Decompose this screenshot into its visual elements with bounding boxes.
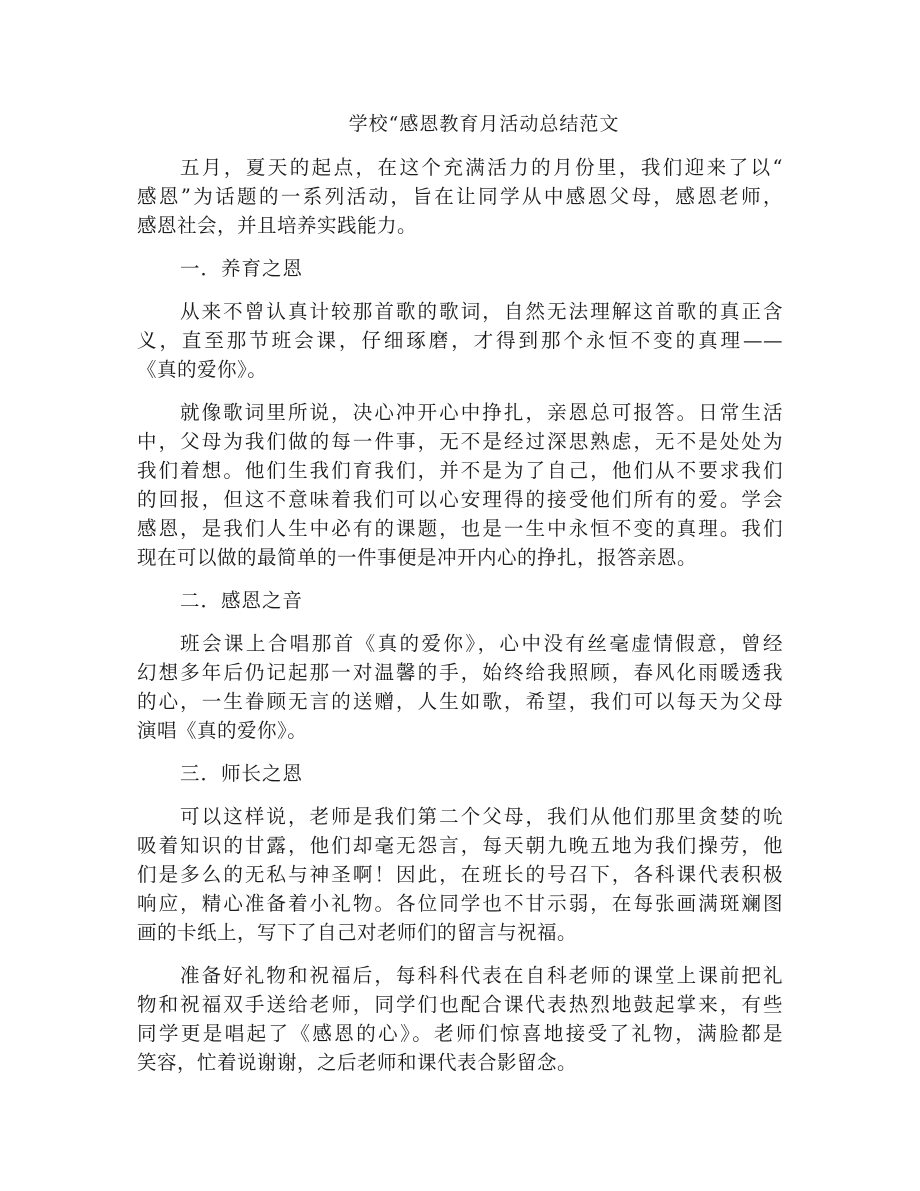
paragraph-line: 准备好礼物和祝福后，每科科代表在自科老师的课堂上课前把礼 <box>180 964 783 987</box>
paragraph-line: 幻想多年后仍记起那一对温馨的手，始终给我照顾，春风化雨暖透我 <box>137 661 783 684</box>
paragraph-line: 的心，一生眷顾无言的送赠，人生如歌，希望，我们可以每天为父母 <box>137 690 783 713</box>
paragraph <box>137 398 783 572</box>
paragraph <box>137 629 783 745</box>
paragraph <box>137 153 783 240</box>
document-content <box>137 153 783 1077</box>
paragraph-line: 吸着知识的甘露，他们却毫无怨言，每天朝九晚五地为我们操劳，他 <box>137 834 783 857</box>
paragraph-line: 义，直至那节班会课，仔细琢磨，才得到那个永恒不变的真理—— <box>137 329 783 352</box>
paragraph-line: 《真的爱你》。 <box>137 358 268 381</box>
paragraph <box>137 297 783 384</box>
paragraph-line: 感恩，是我们人生中必有的课题，也是一生中永恒不变的真理。我们 <box>137 517 783 540</box>
paragraph <box>137 802 783 947</box>
paragraph-line: 响应，精心准备着小礼物。各位同学也不甘示弱，在每张画满斑斓图 <box>137 892 783 915</box>
paragraph-line: 感恩”为话题的一系列活动，旨在让同学从中感恩父母，感恩老师， <box>137 185 783 208</box>
paragraph-line: 从来不曾认真计较那首歌的歌词，自然无法理解这首歌的真正含 <box>180 300 783 323</box>
paragraph-line: 的回报，但这不意味着我们可以心安理得的接受他们所有的爱。学会 <box>137 488 783 511</box>
section-heading: 二．感恩之音 <box>180 589 304 612</box>
paragraph-line: 演唱《真的爱你》。 <box>137 719 308 742</box>
document-body <box>137 110 783 1091</box>
section-heading: 三．师长之恩 <box>180 762 304 785</box>
paragraph-line: 就像歌词里所说，决心冲开心中挣扎，亲恩总可报答。日常生活 <box>180 401 783 424</box>
paragraph-line: 我们着想。他们生我们育我们，并不是为了自己，他们从不要求我们 <box>137 459 783 482</box>
paragraph-line: 同学更是唱起了《感恩的心》。老师们惊喜地接受了礼物，满脸都是 <box>137 1022 783 1045</box>
paragraph-line: 们是多么的无私与神圣啊！因此，在班长的号召下，各科课代表积极 <box>137 863 783 886</box>
paragraph-line: 可以这样说，老师是我们第二个父母，我们从他们那里贪婪的吮 <box>180 805 783 828</box>
section-heading: 一．养育之恩 <box>180 257 304 280</box>
paragraph-line: 现在可以做的最简单的一件事便是冲开内心的挣扎，报答亲恩。 <box>137 546 698 569</box>
paragraph <box>137 961 783 1077</box>
paragraph-line: 五月，夏天的起点，在这个充满活力的月份里，我们迎来了以“ <box>180 156 783 179</box>
document-title: 学校“感恩教育月活动总结范文 <box>348 113 620 135</box>
paragraph-line: 感恩社会，并且培养实践能力。 <box>137 214 418 237</box>
paragraph-line: 笑容，忙着说谢谢，之后老师和课代表合影留念。 <box>137 1051 578 1074</box>
paragraph-line: 班会课上合唱那首《真的爱你》，心中没有丝毫虚情假意，曾经 <box>180 632 783 655</box>
paragraph-line: 物和祝福双手送给老师，同学们也配合课代表热烈地鼓起掌来，有些 <box>137 993 783 1016</box>
paragraph-line: 画的卡纸上，写下了自己对老师们的留言与祝福。 <box>137 921 578 944</box>
paragraph-line: 中，父母为我们做的每一件事，无不是经过深思熟虑，无不是处处为 <box>137 430 783 453</box>
